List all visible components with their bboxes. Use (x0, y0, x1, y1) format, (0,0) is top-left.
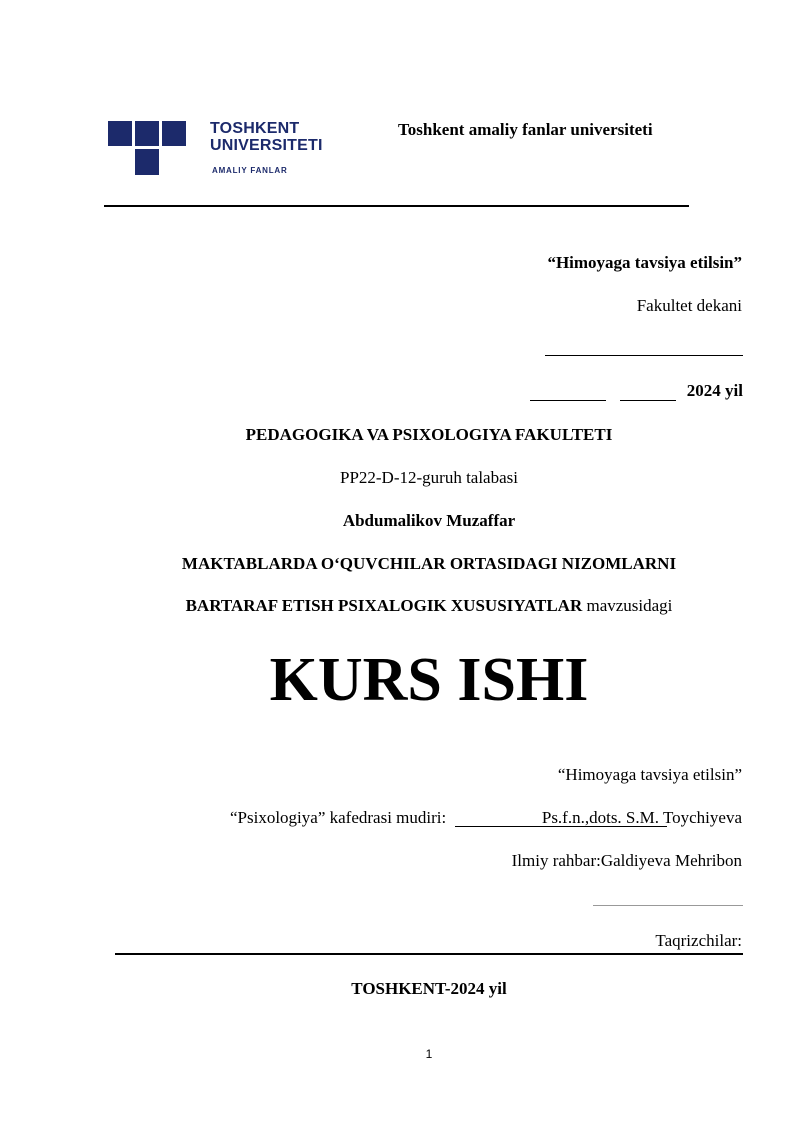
city-year: TOSHKENT-2024 yil (351, 979, 507, 998)
logo-square (162, 121, 186, 146)
logo-text-line1: TOSHKENT (210, 120, 300, 137)
student-group: PP22-D-12-guruh talabasi (339, 468, 518, 487)
date-blank-month (620, 400, 676, 401)
supervisor-signature-line (593, 905, 743, 906)
footer-recommend: “Himoyaga tavsiya etilsin” (557, 765, 742, 784)
department-head-name: Ps.f.n.,dots. S.M. Toychiyeva (541, 808, 742, 827)
university-name: Toshkent amaliy fanlar universiteti (398, 120, 653, 139)
document-title: KURS ISHI (269, 646, 589, 714)
department-head-label: “Psixologiya” kafedrasi mudiri: (230, 808, 447, 827)
logo-square (108, 121, 132, 146)
approval-dean-label: Fakultet dekani (636, 296, 742, 315)
topic-line-2-bold: BARTARAF ETISH PSIXALOGIK XUSUSIYATLAR (185, 596, 583, 615)
topic-line-2 (0, 596, 800, 616)
approval-date (530, 381, 743, 405)
supervisor: Ilmiy rahbar:Galdiyeva Mehribon (511, 851, 742, 870)
date-blank-day (530, 400, 606, 401)
logo-text-line2: UNIVERSITETI (210, 137, 323, 154)
logo-square (135, 121, 159, 146)
university-logo (108, 118, 348, 182)
footer-divider (115, 953, 743, 955)
approval-year: 2024 yil (686, 381, 743, 400)
dean-signature-line (545, 355, 743, 356)
faculty-name: PEDAGOGIKA VA PSIXOLOGIYA FAKULTETI (245, 425, 613, 444)
header-divider (104, 205, 689, 207)
student-name: Abdumalikov Muzaffar (342, 511, 516, 530)
topic-line-1: MAKTABLARDA O‘QUVCHILAR ORTASIDAGI NIZOMLARNI (181, 554, 677, 573)
topic-line-2-rest: mavzusidagi (582, 596, 673, 615)
page-number: 1 (425, 1047, 433, 1061)
approval-recommend: “Himoyaga tavsiya etilsin” (547, 253, 742, 272)
reviewers-label: Taqrizchilar: (655, 931, 742, 950)
logo-text-line3: AMALIY FANLAR (212, 166, 288, 175)
logo-square (135, 149, 159, 175)
